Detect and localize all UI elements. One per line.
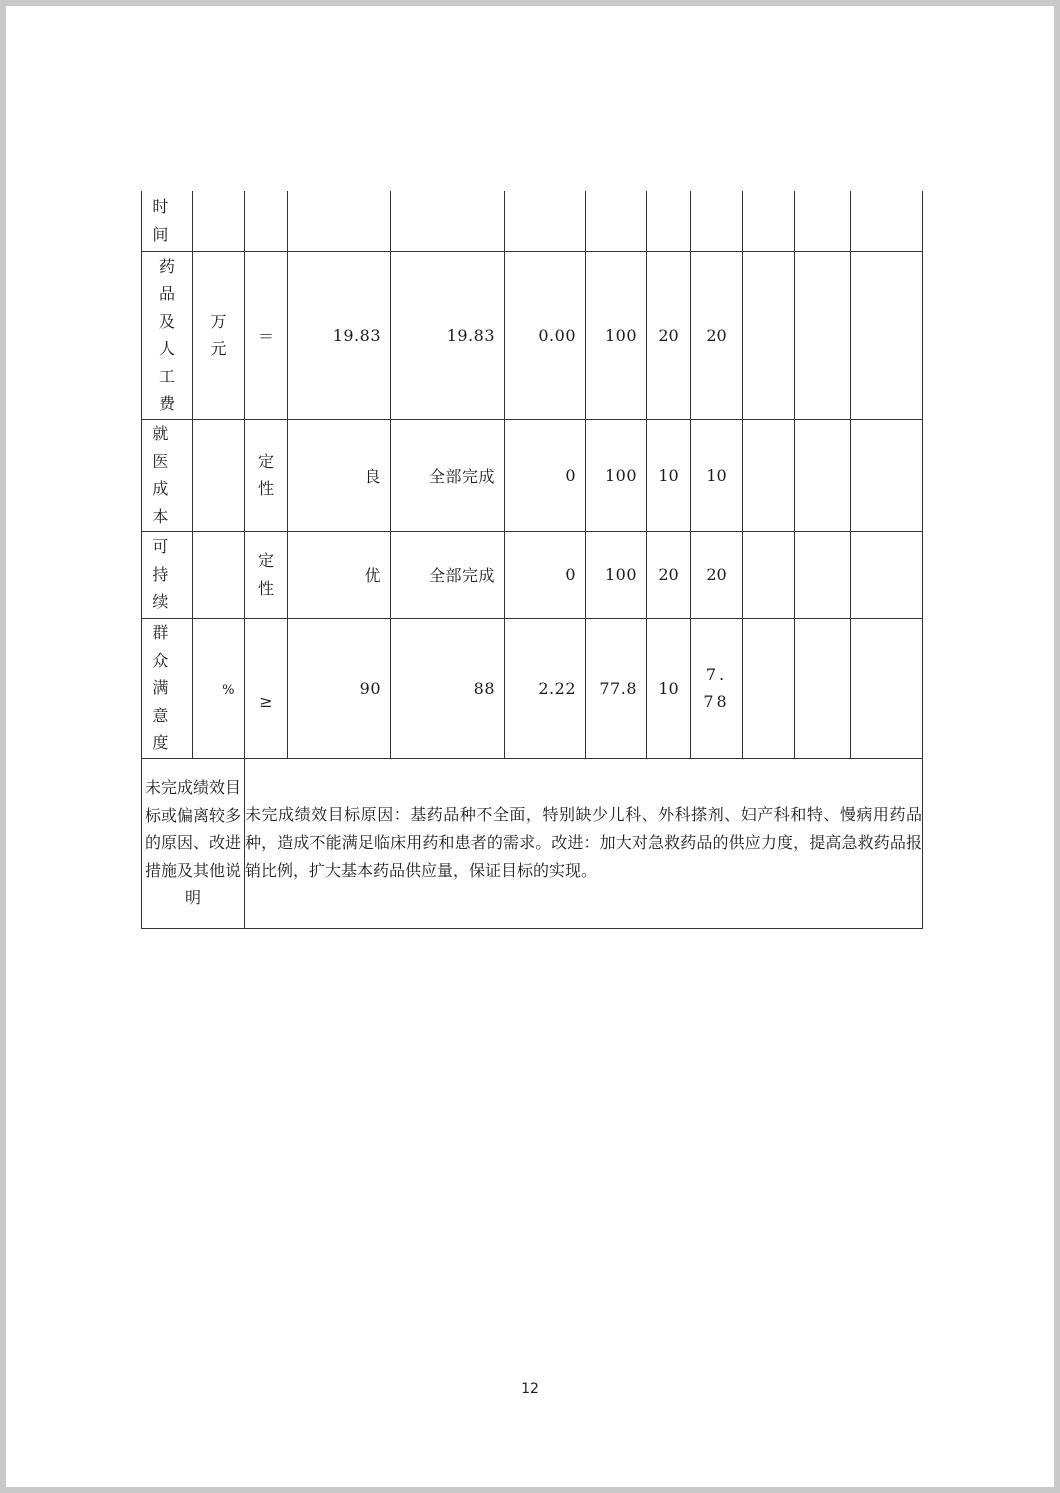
target-value: 19.83 — [332, 325, 381, 345]
actual-cell — [391, 191, 505, 251]
note-text: 未完成绩效目标原因：基药品种不全面，特别缺少儿科、外科搽剂、妇产科和特、慢病用药品种，造成不能满足临床用药和患者的需求。改进：加大对急救药品的供应力度，提高急救药品报销比例，扩大基本药品供应量，保证目标的实现。 — [245, 805, 922, 880]
weight-cell — [647, 618, 691, 758]
deviation-cell — [505, 618, 586, 758]
deviation-value: 0 — [565, 465, 576, 485]
empty-cell — [851, 191, 923, 251]
actual-cell — [391, 531, 505, 618]
weight-value: 20 — [658, 565, 679, 584]
table-row — [142, 531, 923, 618]
relation-cell — [245, 618, 288, 758]
indicator-name: 药品及人工费 — [158, 256, 175, 413]
score-value: 7.78 — [703, 665, 730, 711]
deviation-cell — [505, 419, 586, 531]
actual-value: 19.83 — [446, 325, 495, 345]
weight-cell — [647, 191, 691, 251]
empty-cell — [851, 251, 923, 419]
actual-cell — [391, 419, 505, 531]
unit-cell — [193, 251, 245, 419]
table-row — [142, 618, 923, 758]
score-value: 20 — [706, 325, 727, 345]
completion-rate-value: 100 — [604, 465, 637, 485]
score-value: 10 — [706, 465, 727, 485]
empty-cell — [795, 191, 851, 251]
note-label-cell — [142, 758, 245, 928]
unit-value: 万元 — [210, 311, 227, 358]
completion-rate-cell — [586, 191, 647, 251]
target-cell — [288, 191, 391, 251]
unit-cell — [193, 618, 245, 758]
empty-cell — [743, 251, 795, 419]
actual-value: 88 — [473, 678, 495, 698]
score-cell — [691, 251, 743, 419]
deviation-cell — [505, 251, 586, 419]
completion-rate-cell — [586, 618, 647, 758]
weight-cell — [647, 251, 691, 419]
page-number: 12 — [521, 1381, 539, 1397]
empty-cell — [743, 419, 795, 531]
relation-cell — [245, 419, 288, 531]
empty-cell — [743, 191, 795, 251]
score-cell — [691, 618, 743, 758]
completion-rate-cell — [586, 251, 647, 419]
table-row — [142, 419, 923, 531]
completion-rate-value: 100 — [604, 565, 637, 584]
unit-cell — [193, 531, 245, 618]
weight-value: 20 — [658, 325, 679, 345]
actual-cell — [391, 251, 505, 419]
actual-value: 全部完成 — [428, 566, 495, 585]
note-row — [142, 758, 923, 928]
relation-value: ≥ — [259, 691, 273, 711]
score-value: 20 — [706, 565, 727, 584]
completion-rate-value: 100 — [604, 325, 637, 345]
target-cell — [288, 531, 391, 618]
indicator-name: 群众满意度 — [152, 623, 169, 753]
empty-cell — [743, 531, 795, 618]
weight-value: 10 — [658, 678, 679, 698]
indicator-cell — [142, 251, 193, 419]
note-text-cell — [245, 758, 923, 928]
target-cell — [288, 618, 391, 758]
relation-value: ＝ — [257, 326, 274, 346]
document-page — [6, 6, 1054, 1487]
empty-cell — [851, 531, 923, 618]
indicator-cell — [142, 419, 193, 531]
actual-cell — [391, 618, 505, 758]
indicator-name: 可持续 — [152, 537, 169, 612]
unit-value: % — [222, 682, 235, 698]
relation-cell — [245, 251, 288, 419]
score-cell — [691, 191, 743, 251]
empty-cell — [851, 618, 923, 758]
deviation-cell — [505, 531, 586, 618]
table-row — [142, 191, 923, 251]
note-label: 未完成绩效目标或偏离较多的原因、改进措施及其他说明 — [144, 778, 241, 908]
indicator-name: 就医成本 — [152, 424, 169, 526]
target-value: 良 — [364, 466, 381, 486]
completion-rate-cell — [586, 419, 647, 531]
empty-cell — [795, 531, 851, 618]
empty-cell — [795, 419, 851, 531]
target-cell — [288, 251, 391, 419]
weight-cell — [647, 419, 691, 531]
relation-value: 定性 — [257, 451, 274, 498]
weight-value: 10 — [658, 465, 679, 485]
score-cell — [691, 531, 743, 618]
target-cell — [288, 419, 391, 531]
empty-cell — [795, 251, 851, 419]
unit-cell — [193, 191, 245, 251]
relation-cell — [245, 191, 288, 251]
indicator-cell — [142, 191, 193, 251]
deviation-value: 0.00 — [538, 325, 576, 345]
deviation-value: 0 — [565, 565, 576, 584]
empty-cell — [795, 618, 851, 758]
target-value: 90 — [359, 678, 381, 698]
target-value: 优 — [364, 566, 381, 585]
completion-rate-value: 77.8 — [599, 678, 637, 698]
empty-cell — [743, 618, 795, 758]
weight-cell — [647, 531, 691, 618]
performance-table — [141, 191, 923, 929]
deviation-cell — [505, 191, 586, 251]
actual-value: 全部完成 — [428, 466, 495, 486]
relation-value: 定性 — [257, 551, 274, 598]
table-row — [142, 251, 923, 419]
empty-cell — [851, 419, 923, 531]
relation-cell — [245, 531, 288, 618]
unit-cell — [193, 419, 245, 531]
indicator-name: 时间 — [152, 197, 169, 244]
completion-rate-cell — [586, 531, 647, 618]
indicator-cell — [142, 618, 193, 758]
indicator-cell — [142, 531, 193, 618]
score-cell — [691, 419, 743, 531]
deviation-value: 2.22 — [538, 678, 576, 698]
